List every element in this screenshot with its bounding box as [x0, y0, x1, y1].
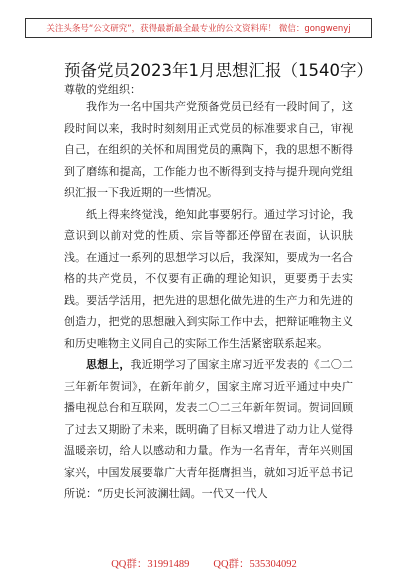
document-title: 预备党员2023年1月思想汇报（1540字）	[64, 61, 373, 80]
paragraph-text: 我近期学习了国家主席习近平发表的《二〇二三年新年贺词》，在新年前夕，国家主席习近平通过中央广播电视总台和互联网，发表二〇二三年新年贺词。贺词回顾了过去又期盼了未来，既明确了目标又增进了动力让人觉得温暖亲切，给人以感动和力量。作为一名青年，青年兴则国家兴，中国发展要靠广大青年挺膺担当，就如习近平总书记所说：“历史长河波澜壮阔。一代又一代人	[64, 358, 354, 500]
paragraph-text: 纸上得来终觉浅，绝知此事要躬行。通过学习讨论，我意识到以前对党的性质、宗旨等都还停留在表面，认识肤浅。在通过一系列的思想学习以后，我深知，要成为一名合格的共产党员，不仅要有正确的理论知识，更要勇于去实践。要活学活用，把先进的思想化做先进的生产力和先进的创造力，把党的思想融入到实际工作中去，把辩证唯物主义和历史唯物主义同自己的实际工作生活紧密联系起来。	[64, 207, 353, 350]
paragraph-3	[64, 354, 353, 505]
promo-banner: 关注头条号“公文研究”，获得最新最全最专业的公文资料库！ 微信：gongwenyj	[25, 18, 372, 38]
paragraph-1	[64, 96, 353, 204]
qq-group-1: QQ群：31991489	[111, 559, 190, 570]
qq-group-2: QQ群：535304092	[213, 559, 297, 570]
paragraph-lead: 思想上，	[86, 358, 131, 371]
document-body	[64, 96, 353, 505]
paragraph-2	[64, 204, 353, 355]
footer	[0, 556, 408, 571]
paragraph-text: 我作为一名中国共产党预备党员已经有一段时间了，这段时间以来，我时时刻刻用正式党员的标准要求自己，审视自己，在组织的关怀和周围党员的熏陶下，我的思想不断得到了磨练和提高，工作能力也不断得到支持与提升现向党组织汇报一下我近期的一些情况。	[64, 100, 353, 199]
salutation: 尊敬的党组织：	[64, 83, 141, 96]
